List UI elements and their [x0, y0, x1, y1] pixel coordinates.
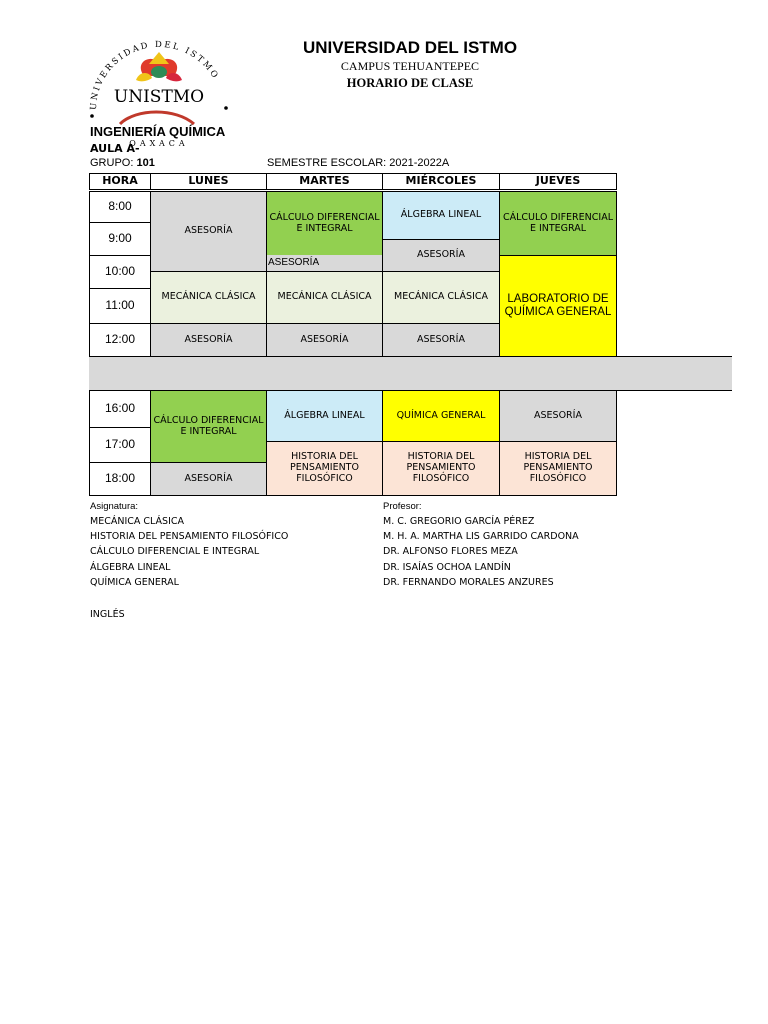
class-cell: ASESORÍA	[382, 323, 500, 357]
teacher-column-label: Profesor:	[383, 501, 422, 512]
class-cell: CÁLCULO DIFERENCIAL E INTEGRAL	[150, 390, 267, 463]
legend-teacher: DR. FERNANDO MORALES ANZURES	[383, 577, 554, 588]
legend-teacher: DR. ISAÍAS OCHOA LANDÍN	[383, 562, 511, 573]
subject-column-label: Asignatura:	[90, 501, 139, 512]
class-cell: MECÁNICA CLÁSICA	[382, 271, 500, 324]
class-cell-label: ASESORÍA	[268, 257, 320, 268]
class-cell: ASESORÍA	[499, 390, 617, 442]
break-band	[89, 356, 732, 391]
group-info	[90, 157, 155, 169]
class-cell: ASESORÍA	[150, 462, 267, 496]
institution-title: UNIVERSIDAD DEL ISTMO	[302, 38, 518, 57]
class-cell: ÁLGEBRA LINEAL	[382, 191, 500, 240]
legend-subject: QUÍMICA GENERAL	[90, 577, 179, 588]
logo-name: UNISTMO	[113, 87, 205, 107]
logo-emblem	[136, 52, 182, 81]
legend-subject: CÁLCULO DIFERENCIAL E INTEGRAL	[90, 546, 260, 557]
time-cell: 9:00	[89, 222, 151, 256]
time-cell: 10:00	[89, 255, 151, 289]
class-cell: CÁLCULO DIFERENCIAL E INTEGRAL	[266, 191, 383, 256]
legend-subject: MECÁNICA CLÁSICA	[90, 516, 184, 527]
class-cell: HISTORIA DEL PENSAMIENTO FILOSÓFICO	[266, 441, 383, 496]
class-cell: ASESORÍA	[266, 323, 383, 357]
class-cell: MECÁNICA CLÁSICA	[150, 271, 267, 324]
header-lunes: LUNES	[150, 173, 267, 190]
legend-teacher: M. C. GREGORIO GARCÍA PÉREZ	[383, 516, 535, 527]
legend-teacher: DR. ALFONSO FLORES MEZA	[383, 546, 518, 557]
header-miercoles: MIÉRCOLES	[382, 173, 500, 190]
logo-ring-text: UNIVERSIDAD DEL ISTMO	[88, 39, 221, 111]
time-cell: 17:00	[89, 427, 151, 463]
classroom: AULA A-	[90, 142, 140, 155]
class-cell: QUÍMICA GENERAL	[382, 390, 500, 442]
class-cell: ASESORÍA	[382, 239, 500, 272]
time-cell: 8:00	[89, 191, 151, 223]
legend-teacher: M. H. A. MARTHA LIS GARRIDO CARDONA	[383, 531, 579, 542]
class-cell: LABORATORIO DE QUÍMICA GENERAL	[499, 255, 617, 357]
legend-extra-subject: INGLÉS	[90, 609, 125, 620]
group-label: GRUPO:	[90, 157, 134, 169]
header-jueves: JUEVES	[499, 173, 617, 190]
legend-subject: HISTORIA DEL PENSAMIENTO FILOSÓFICO	[90, 531, 289, 542]
logo-state-text: OAXACA	[129, 139, 189, 148]
campus-name: CAMPUS TEHUANTEPEC	[340, 59, 480, 73]
header-martes: MARTES	[266, 173, 383, 190]
career-name: INGENIERÍA QUÍMICA	[90, 124, 226, 139]
class-cell: ASESORÍA	[150, 323, 267, 357]
group-value: 101	[136, 157, 155, 169]
class-cell: CÁLCULO DIFERENCIAL E INTEGRAL	[499, 191, 617, 256]
time-cell: 18:00	[89, 462, 151, 496]
time-cell: 12:00	[89, 323, 151, 357]
document-title: HORARIO DE CLASE	[346, 76, 474, 90]
class-cell: ÁLGEBRA LINEAL	[266, 390, 383, 442]
time-cell: 16:00	[89, 390, 151, 428]
class-cell: HISTORIA DEL PENSAMIENTO FILOSÓFICO	[382, 441, 500, 496]
legend-subject: ÁLGEBRA LINEAL	[90, 562, 171, 573]
class-cell: HISTORIA DEL PENSAMIENTO FILOSÓFICO	[499, 441, 617, 496]
time-cell: 11:00	[89, 288, 151, 324]
class-cell: ASESORÍA	[150, 191, 267, 272]
header-hora: HORA	[89, 173, 151, 190]
class-cell: MECÁNICA CLÁSICA	[266, 271, 383, 324]
school-semester: SEMESTRE ESCOLAR: 2021-2022A	[267, 157, 450, 169]
